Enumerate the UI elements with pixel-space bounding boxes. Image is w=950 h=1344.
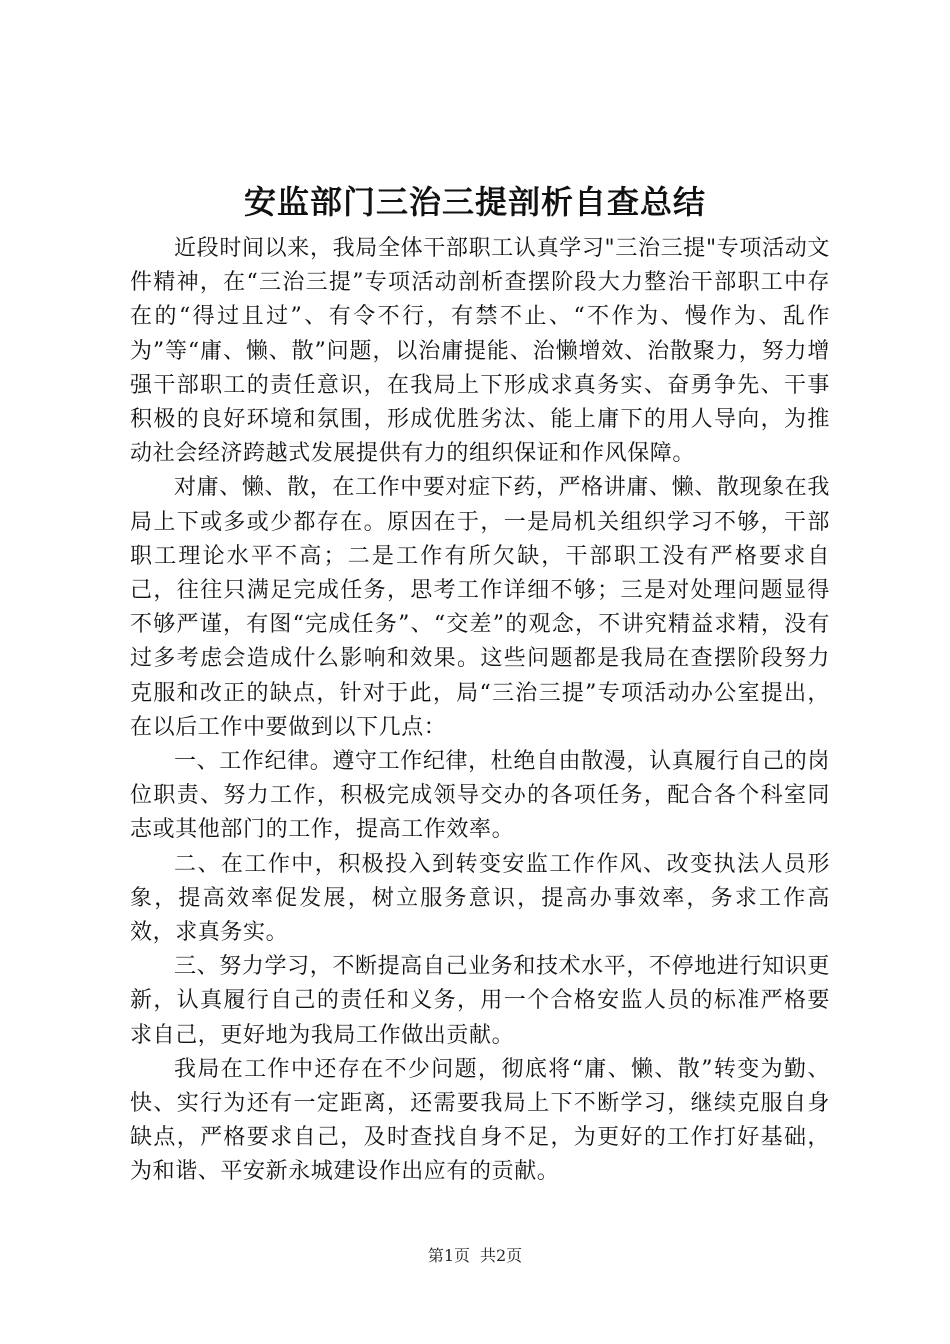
- document-title: 安监部门三治三提剖析自查总结: [243, 183, 706, 221]
- document-body: [130, 232, 830, 1190]
- paragraph-analysis: 对庸、懒、散，在工作中要对症下药，严格讲庸、懒、散现象在我局上下或多或少都存在。原因在于，一是局机关组织学习不够，干部职工理论水平不高；二是工作有所欠缺，干部职工没有严格要求自己，往往只满足完成任务，思考工作详细不够；三是对处理问题显得不够严谨，有图“完成任务”、“交差”的观念，不讲究精益求精，没有过多考虑会造成什么影响和效果。这些问题都是我局在查摆阶段努力克服和改正的缺点，针对于此，局“三治三提”专项活动办公室提出，在以后工作中要做到以下几点：: [130, 475, 830, 740]
- paragraph-intro: 近段时间以来，我局全体干部职工认真学习"三治三提"专项活动文件精神，在“三治三提”专项活动剖析查摆阶段大力整治干部职工中存在的“得过且过”、有令不行，有禁不止、“不作为、慢作为、乱作为”等“庸、懒、散”问题，以治庸提能、治懒增效、治散聚力，努力增强干部职工的责任意识，在我局上下形成求真务实、奋勇争先、干事积极的良好环境和氛围，形成优胜劣汰、能上庸下的用人导向，为推动社会经济跨越式发展提供有力的组织保证和作风保障。: [130, 236, 830, 467]
- paragraph-point-1: 一、工作纪律。遵守工作纪律，杜绝自由散漫，认真履行自己的岗位职责、努力工作，积极完成领导交办的各项任务，配合各个科室同志或其他部门的工作，提高工作效率。: [130, 749, 830, 843]
- paragraph-conclusion: 我局在工作中还存在不少问题，彻底将“庸、懒、散”转变为勤、快、实行为还有一定距离，还需要我局上下不断学习，继续克服自身缺点，严格要求自己，及时查找自身不足，为更好的工作打好基础，为和谐、平安新永城建设作出应有的贡献。: [130, 1056, 830, 1185]
- paragraph-point-2: 二、在工作中，积极投入到转变安监工作作风、改变执法人员形象，提高效率促发展，树立服务意识，提高办事效率，务求工作高效，求真务实。: [130, 851, 830, 946]
- page-footer: [0, 1246, 950, 1266]
- page-number: 第1页: [427, 1246, 470, 1265]
- paragraph-point-3: 三、努力学习，不断提高自己业务和技术水平，不停地进行知识更新，认真履行自己的责任和义务，用一个合格安监人员的标准严格要求自己，更好地为我局工作做出贡献。: [130, 954, 830, 1048]
- page-total: 共2页: [480, 1246, 523, 1265]
